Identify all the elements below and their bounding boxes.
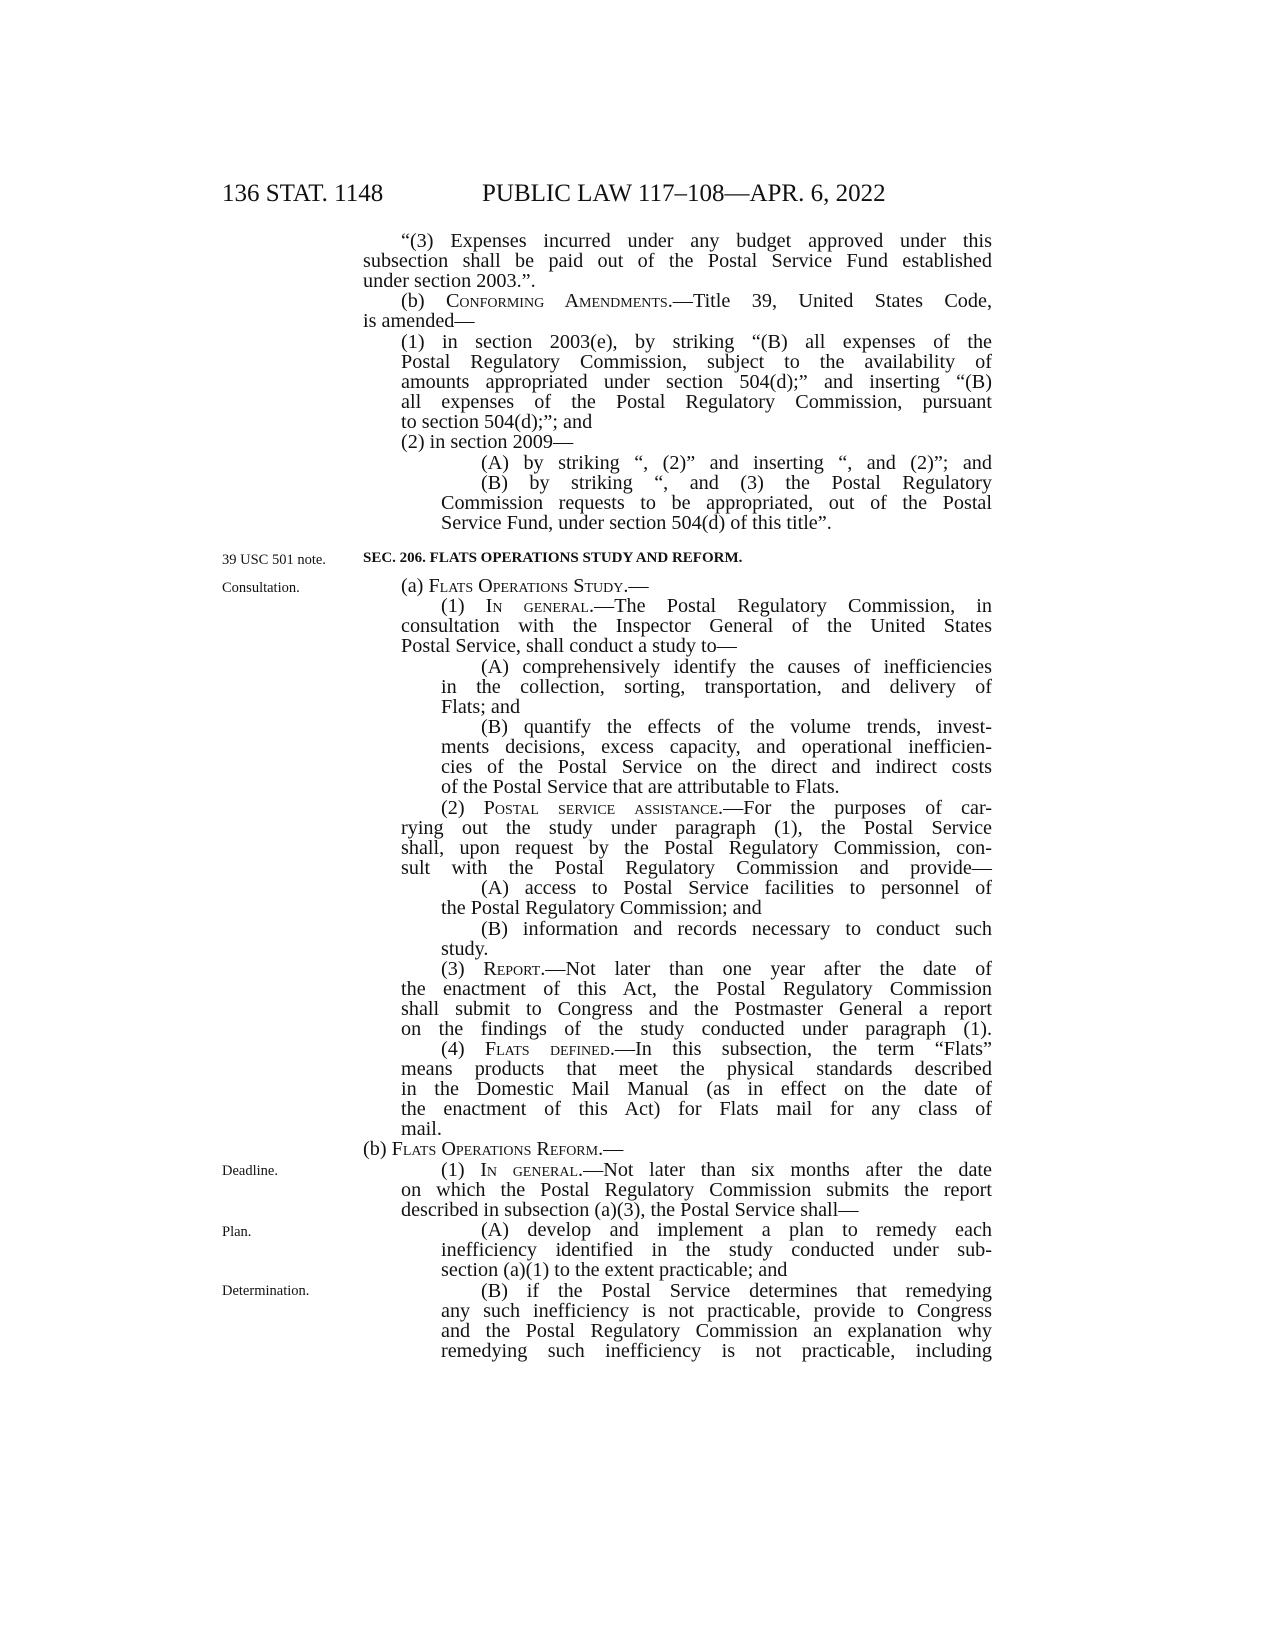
text-line: in the Domestic Mail Manual (as in effect on the date of bbox=[401, 1078, 992, 1100]
text-line: on which the Postal Regulatory Commission submits the report bbox=[401, 1179, 992, 1201]
text-line: (B) information and records necessary to conduct such bbox=[481, 918, 992, 940]
text-line: (B) by striking “, and (3) the Postal Regulatory bbox=[481, 472, 992, 494]
text-line: is amended— bbox=[363, 310, 475, 332]
text-line: (2) Postal service assistance.—For the purposes of car- bbox=[441, 797, 993, 819]
paragraph-heading: Report bbox=[483, 958, 541, 980]
text-line: (A) by striking “, (2)” and inserting “, and (2)”; and bbox=[481, 452, 992, 474]
text-line: cies of the Postal Service on the direct and indirect costs bbox=[441, 756, 992, 778]
text-line: under section 2003.”. bbox=[363, 270, 536, 292]
margin-note-usc: 39 USC 501 note. bbox=[222, 552, 326, 568]
text-line: in the collection, sorting, transportation, and delivery of bbox=[441, 676, 992, 698]
text-line: the enactment of this Act, the Postal Regulatory Commission bbox=[401, 978, 992, 1000]
subsection-label: (b) bbox=[401, 290, 446, 312]
text-line: any such inefficiency is not practicable, provide to Congress bbox=[441, 1300, 992, 1322]
text-line: of the Postal Service that are attributable to Flats. bbox=[441, 776, 840, 798]
page-title: PUBLIC LAW 117–108—APR. 6, 2022 bbox=[482, 180, 886, 207]
text-line: Postal Regulatory Commission, subject to the availability of bbox=[401, 351, 992, 373]
text-line: Flats; and bbox=[441, 696, 521, 718]
text-line: Service Fund, under section 504(d) of this title”. bbox=[441, 512, 832, 534]
paragraph-heading: In general bbox=[480, 1159, 579, 1181]
section-heading: SEC. 206. FLATS OPERATIONS STUDY AND REFORM. bbox=[363, 550, 743, 566]
text-line: (B) quantify the effects of the volume trends, invest- bbox=[481, 716, 992, 738]
text-line: and the Postal Regulatory Commission an explanation why bbox=[441, 1320, 992, 1342]
text-line: (A) develop and implement a plan to remedy each bbox=[481, 1219, 992, 1241]
text-line: mail. bbox=[401, 1118, 442, 1140]
text-line: shall submit to Congress and the Postmaster General a report bbox=[401, 998, 992, 1020]
margin-note-deadline: Deadline. bbox=[222, 1163, 278, 1179]
text-line: (a) Flats Operations Study.— bbox=[401, 575, 649, 597]
text-line: rying out the study under paragraph (1), the Postal Service bbox=[401, 817, 992, 839]
text-line: ments decisions, excess capacity, and operational inefficien- bbox=[441, 736, 992, 758]
text-line: “(3) Expenses incurred under any budget approved under this bbox=[401, 230, 992, 252]
text-line: consultation with the Inspector General of the United States bbox=[401, 615, 992, 637]
text-line: subsection shall be paid out of the Postal Service Fund established bbox=[363, 250, 992, 272]
subsection-heading: Conforming Amendments bbox=[445, 290, 668, 312]
text-line bbox=[401, 291, 992, 311]
text-line: (1) In general.—The Postal Regulatory Commission, in bbox=[441, 595, 992, 617]
text-line: Commission requests to be appropriated, out of the Postal bbox=[441, 492, 992, 514]
text-line: inefficiency identified in the study conducted under sub- bbox=[441, 1239, 992, 1261]
text-line: on the findings of the study conducted under paragraph (1). bbox=[401, 1018, 992, 1040]
text-line: (A) access to Postal Service facilities to personnel of bbox=[481, 877, 992, 899]
paragraph-heading: Postal service assistance bbox=[483, 797, 719, 819]
subsection-heading: Flats Operations Study bbox=[428, 575, 624, 597]
text-line: sult with the Postal Regulatory Commission and provide— bbox=[401, 857, 992, 879]
margin-note-determination: Determination. bbox=[222, 1283, 310, 1299]
paragraph-heading: Flats defined bbox=[484, 1038, 610, 1060]
text-line: (3) Report.—Not later than one year after the date of bbox=[441, 958, 992, 980]
text-line: remedying such inefficiency is not practicable, including bbox=[441, 1340, 992, 1362]
text-line: (4) Flats defined.—In this subsection, the term “Flats” bbox=[441, 1038, 992, 1060]
text-line: section (a)(1) to the extent practicable; and bbox=[441, 1259, 788, 1281]
text-line: (A) comprehensively identify the causes of inefficiencies bbox=[481, 656, 992, 678]
text-line: to section 504(d);”; and bbox=[401, 411, 593, 433]
text-line: described in subsection (a)(3), the Postal Service shall— bbox=[401, 1199, 859, 1221]
text-line: the Postal Regulatory Commission; and bbox=[441, 897, 762, 919]
text-line: Postal Service, shall conduct a study to— bbox=[401, 635, 737, 657]
text-line: (B) if the Postal Service determines that remedying bbox=[481, 1280, 992, 1302]
text-line: (1) In general.—Not later than six months after the date bbox=[441, 1159, 992, 1181]
text-line: all expenses of the Postal Regulatory Commission, pursuant bbox=[401, 391, 992, 413]
margin-note-consultation: Consultation. bbox=[222, 580, 300, 596]
paragraph-heading: In general bbox=[485, 595, 589, 617]
text-line: shall, upon request by the Postal Regulatory Commission, con- bbox=[401, 837, 992, 859]
subsection-text: .—Title 39, United States Code, bbox=[667, 290, 992, 312]
text-line: means products that meet the physical standards described bbox=[401, 1058, 992, 1080]
stat-reference: 136 STAT. 1148 bbox=[222, 180, 384, 207]
text-line: (2) in section 2009— bbox=[401, 431, 574, 453]
margin-note-plan: Plan. bbox=[222, 1224, 252, 1240]
text-line: (1) in section 2003(e), by striking “(B) all expenses of the bbox=[401, 331, 992, 353]
text-line: the enactment of this Act) for Flats mail for any class of bbox=[401, 1098, 992, 1120]
text-line: (b) Flats Operations Reform.— bbox=[363, 1138, 624, 1160]
text-line: study. bbox=[441, 938, 489, 960]
subsection-heading: Flats Operations Reform bbox=[391, 1138, 599, 1160]
text-line: amounts appropriated under section 504(d);” and inserting “(B) bbox=[401, 371, 992, 393]
